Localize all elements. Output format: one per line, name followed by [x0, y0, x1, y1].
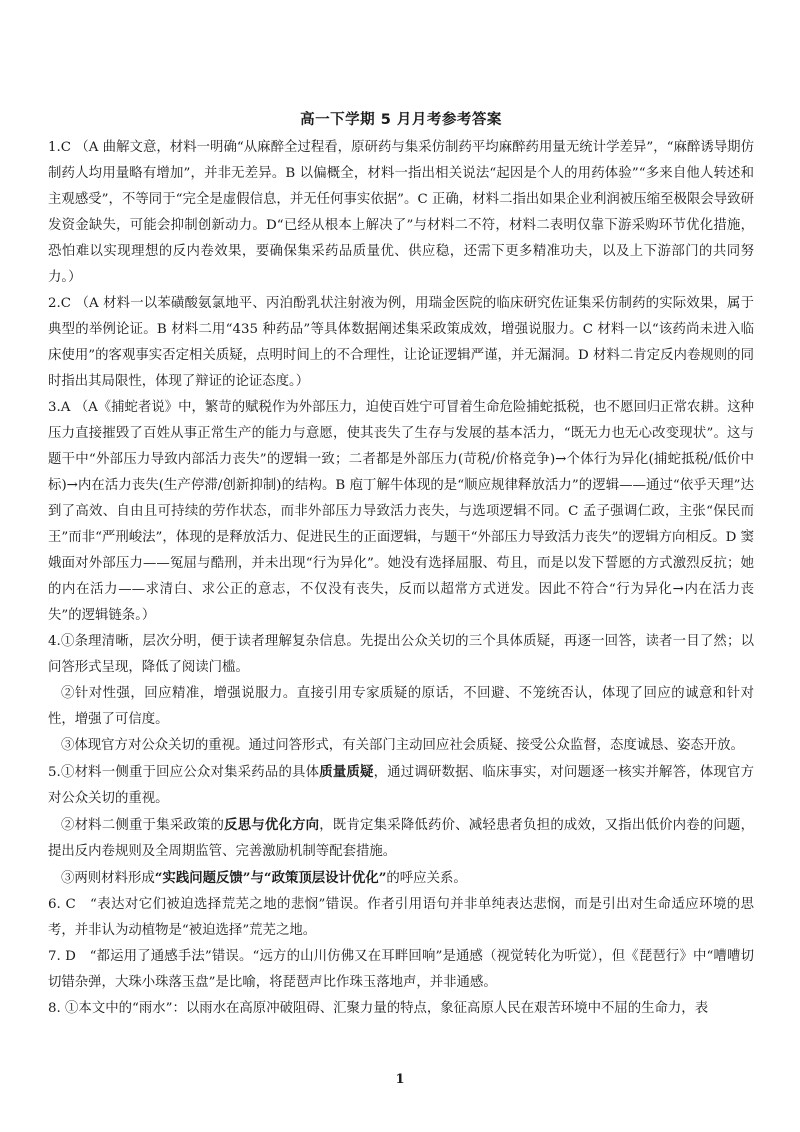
answer-q2: 2.C （A 材料一以苯磺酸氨氯地平、丙泊酚乳状注射液为例，用瑞金医院的临床研究佐证集采仿制药的实际效果，属于典型的举例论证。B 材料二用“435 种药品”等具体数据阐述集采政策成效，增强说服力。C 材料一以“该药尚未进入临床使用”的客观事实否定相关质疑，点明时间上的不合理性，让论证逻辑严谨，并无漏洞。D 材料二肯定反内卷规则的同时指出其局限性，体现了辩证的论证态度。） — [48, 296, 754, 389]
answer-q4-point-3: ③体现官方对公众关切的重视。通过问答形式，有关部门主动回应社会质疑、接受公众监督，态度诚恳、姿态开放。 — [61, 738, 744, 753]
q5-p3-text-c: 的呼应关系。 — [386, 871, 467, 886]
answer-q8: 8. ①本文中的“雨水”：以雨水在高原冲破阻碍、汇聚力量的特点，象征高原人民在艰苦环境中不屈的生命力，表 — [48, 1001, 709, 1016]
page-title: 高一下学期 5 月月考参考答案 — [300, 112, 502, 128]
q5-p1-text-a: 5.①材料一侧重于回应公众对集采药品的具体 — [48, 765, 320, 780]
q5-p3-emphasis: “实践问题反馈”与“政策顶层设计优化” — [154, 870, 387, 886]
q5-p1-emphasis: 质量质疑 — [319, 764, 374, 780]
answer-q5-point-2 — [48, 812, 754, 865]
q5-p2-text-c: ，既肯定集采降低药价、减轻患者负担的成效，又指出低价内卷的问题，提出反内卷规则及全周期监管、完善激励机制等配套措施。 — [48, 818, 755, 859]
page-number: 1 — [395, 1072, 405, 1087]
answer-q5-point-1 — [48, 759, 754, 812]
q5-p3-text-a: ③两则材料形成 — [61, 871, 155, 886]
answer-q6: 6. C “表达对它们被迫选择荒芜之地的悲悯”错误。作者引用语句并非单纯表达悲悯，而是引出对生命适应环境的思考，并非认为动植物是“被迫选择”荒芜之地。 — [48, 897, 754, 938]
q5-p2-emphasis: 反思与优化方向 — [224, 817, 320, 833]
answer-q4-point-2: ②针对性强，回应精准，增强说服力。直接引用专家质疑的原话，不回避、不笼统否认，体现了回应的诚意和针对性，增强了可信度。 — [48, 686, 754, 727]
answer-q3: 3.A （A《捕蛇者说》中，繁苛的赋税作为外部压力，迫使百姓宁可冒着生命危险捕蛇抵税，也不愿回归正常农耕。这种压力直接摧毁了百姓从事正常生产的能力与意愿，使其丧失了生存与发展的基本活力，“既无力也无心改变现状”。这与题干中“外部压力导致内部活力丧失”的逻辑一致；二者都是外部压力(苛税/价格竞争)→个体行为异化(捕蛇抵税/低价中标)→内在活力丧失(生产停滞/创新抑制)的结构。B 庖丁解牛体现的是“顺应规律释放活力”的逻辑——通过“依乎天理”达到了高效、自由且可持续的劳作状态，而非外部压力导致活力丧失，与选项逻辑不同。C 孟子强调仁政，主张“保民而王”而非“严刑峻法”，体现的是释放活力、促进民生的正面逻辑，与题干“外部压力导致活力丧失”的逻辑方向相反。D 窦娥面对外部压力——冤屈与酷刑，并未出现“行为异化”。她没有选择屈服、苟且，而是以发下誓愿的方式激烈反抗；她的内在活力——求清白、求公正的意志，不仅没有丧失，反而以超常方式迸发。因此不符合“行为异化→内在活力丧失”的逻辑链条。） — [48, 400, 754, 623]
answer-q1: 1.C （A 曲解文意，材料一明确“从麻醉全过程看，原研药与集采仿制药平均麻醉药用量无统计学差异”，“麻醉诱导期仿制药人均用量略有增加”，并非无差异。B 以偏概全，材料一指出相关说法“起因是个人的用药体验”“多来自他人转述和主观感受”，不等同于“完全是虚假信息，并无任何事实依据”。C 正确，材料二指出如果企业利润被压缩至极限会导致研发资金缺失，可能会抑制创新动力。D“已经从根本上解决了”与材料二不符，材料二表明仅靠下游采购环节优化措施，恐怕难以实现理想的反内卷效果，要确保集采药品质量优、供应稳，还需下更多精准功夫，以及上下游部门的共同努力。） — [48, 140, 754, 285]
q5-p2-text-a: ②材料二侧重于集采政策的 — [61, 818, 225, 833]
q5-p1-text-c: ，通过调研数据、临床事实，对问题逐一核实并解答，体现官方对公众关切的重视。 — [48, 765, 754, 806]
answer-q5-point-3 — [48, 865, 754, 892]
answer-q7: 7. D “都运用了通感手法”错误。“远方的山川仿佛又在耳畔回响”是通感（视觉转化为听觉），但《琵琶行》中“嘈嘈切切错杂弹，大珠小珠落玉盘”是比喻，将琵琶声比作珠玉落地声，并非通感。 — [48, 949, 754, 990]
answer-q4-point-1: 4.①条理清晰，层次分明，便于读者理解复杂信息。先提出公众关切的三个具体质疑，再逐一回答，读者一目了然；以问答形式呈现，降低了阅读门槛。 — [48, 634, 754, 675]
